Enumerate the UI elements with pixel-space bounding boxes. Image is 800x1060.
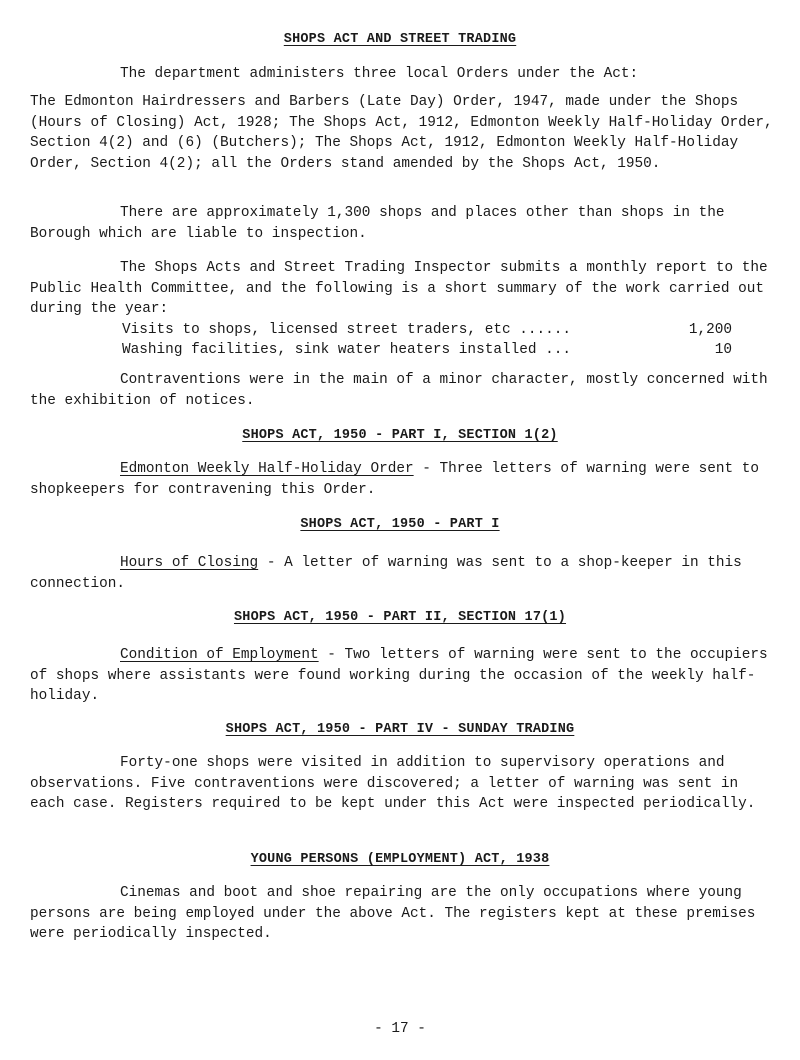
section-lead: Condition of Employment	[120, 647, 319, 663]
work-item-label: Washing facilities, sink water heaters installed ...	[122, 342, 572, 358]
section-heading-part1-hours: SHOPS ACT, 1950 - PART I	[300, 517, 500, 532]
contraventions-paragraph: Contraventions were in the main of a minor character, mostly concerned with the exhibition of notices.	[30, 372, 768, 409]
intro-paragraph: The department administers three local Orders under the Act:	[120, 66, 639, 82]
section-part1-paragraph: Edmonton Weekly Half-Holiday Order - Three letters of warning were sent to shopkeepers for contravening this Order.	[30, 461, 760, 498]
section-hours-paragraph: Hours of Closing - A letter of warning was sent to a shop-keeper in this connection.	[30, 555, 742, 592]
section-part2-paragraph: Condition of Employment - Two letters of warning were sent to the occupiers of shops where assistants were found working during the occasion of the weekly half-holiday.	[30, 647, 768, 704]
shops-count-paragraph: There are approximately 1,300 shops and places other than shops in the Borough which are liable to inspection.	[30, 205, 725, 242]
section-heading-young-persons: YOUNG PERSONS (EMPLOYMENT) ACT, 1938	[250, 852, 550, 867]
section-lead: Hours of Closing	[120, 555, 259, 571]
section-heading-part4: SHOPS ACT, 1950 - PART IV - SUNDAY TRADING	[225, 722, 575, 737]
inspector-paragraph: The Shops Acts and Street Trading Inspector submits a monthly report to the Public Health Committee, and the following is a short summary of the work carried out during the year:	[30, 260, 768, 317]
page-title: SHOPS ACT AND STREET TRADING	[283, 32, 517, 47]
section-young-persons-paragraph: Cinemas and boot and shoe repairing are the only occupations where young persons are being employed under the above Act. The registers kept at these premises were periodically inspected.	[30, 885, 756, 942]
orders-paragraph: The Edmonton Hairdressers and Barbers (Late Day) Order, 1947, made under the Shops (Hours of Closing) Act, 1928; The Shops Act, 1912, Edmonton Weekly Half-Holiday Order, Section 4(2) and (6) (Butchers); The Shops Act, 1912, Edmonton Weekly Half-Holiday Order, Section 4(2); all the Orders stand amended by the Shops Act, 1950.	[30, 94, 773, 172]
section-part4-paragraph: Forty-one shops were visited in addition to supervisory operations and observations. Five contraventions were discovered; a letter of warning was sent in each case. Registers required to be kept under this Act were inspected periodically.	[30, 755, 756, 812]
work-item-label: Visits to shops, licensed street traders, etc ......	[122, 322, 572, 338]
work-item-value: 10	[714, 342, 732, 358]
section-heading-part1: SHOPS ACT, 1950 - PART I, SECTION 1(2)	[242, 428, 558, 443]
work-item-value: 1,200	[688, 322, 732, 338]
page-number: - 17 -	[374, 1021, 426, 1037]
section-heading-part2: SHOPS ACT, 1950 - PART II, SECTION 17(1)	[233, 610, 567, 625]
section-lead: Edmonton Weekly Half-Holiday Order	[120, 461, 414, 477]
